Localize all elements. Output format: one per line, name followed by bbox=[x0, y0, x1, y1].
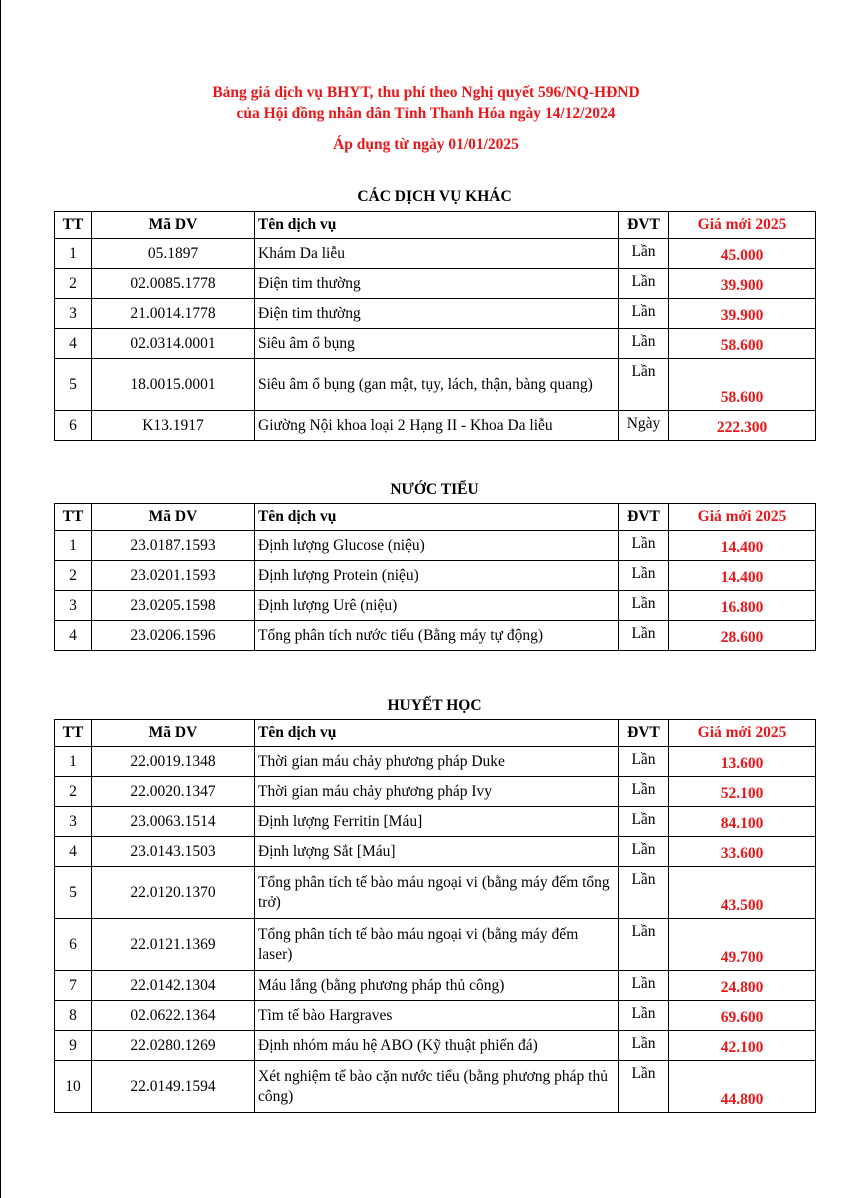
table-other-services bbox=[54, 211, 816, 441]
col-header-name: Tên dịch vụ bbox=[255, 504, 619, 531]
row-service-name: Tổng phân tích tế bào máu ngoại vi (bằng máy đếm tổng trở) bbox=[255, 867, 619, 919]
row-price: 13.600 bbox=[669, 747, 816, 777]
table-hematology bbox=[54, 719, 816, 1113]
row-unit: Lần bbox=[619, 1001, 669, 1031]
row-unit: Lần bbox=[619, 747, 669, 777]
table-row bbox=[55, 561, 816, 591]
col-header-name: Tên dịch vụ bbox=[255, 720, 619, 747]
row-tt: 8 bbox=[55, 1001, 92, 1031]
row-tt: 9 bbox=[55, 1031, 92, 1061]
row-price: 69.600 bbox=[669, 1001, 816, 1031]
table-urine bbox=[54, 503, 816, 651]
table-row bbox=[55, 1031, 816, 1061]
row-unit: Lần bbox=[619, 269, 669, 299]
row-price: 84.100 bbox=[669, 807, 816, 837]
row-service-name: Siêu âm ổ bụng bbox=[255, 329, 619, 359]
row-unit: Lần bbox=[619, 531, 669, 561]
row-price: 52.100 bbox=[669, 777, 816, 807]
row-tt: 6 bbox=[55, 411, 92, 441]
row-unit: Lần bbox=[619, 299, 669, 329]
row-code: 22.0020.1347 bbox=[92, 777, 255, 807]
row-service-name: Định lượng Glucose (niệu) bbox=[255, 531, 619, 561]
row-unit: Lần bbox=[619, 591, 669, 621]
col-header-tt: TT bbox=[55, 212, 92, 239]
table-row bbox=[55, 591, 816, 621]
table-row bbox=[55, 269, 816, 299]
row-price: 58.600 bbox=[669, 329, 816, 359]
row-code: 21.0014.1778 bbox=[92, 299, 255, 329]
row-service-name: Xét nghiệm tế bào cặn nước tiểu (bằng phương pháp thủ công) bbox=[255, 1061, 619, 1113]
row-unit: Lần bbox=[619, 329, 669, 359]
row-service-name: Khám Da liễu bbox=[255, 239, 619, 269]
row-service-name: Tìm tế bào Hargraves bbox=[255, 1001, 619, 1031]
col-header-unit: ĐVT bbox=[619, 504, 669, 531]
col-header-code: Mã DV bbox=[92, 504, 255, 531]
col-header-unit: ĐVT bbox=[619, 212, 669, 239]
row-price: 39.900 bbox=[669, 299, 816, 329]
row-code: 02.0622.1364 bbox=[92, 1001, 255, 1031]
row-price: 43.500 bbox=[669, 867, 816, 919]
table-row bbox=[55, 531, 816, 561]
row-unit: Lần bbox=[619, 837, 669, 867]
table-row bbox=[55, 1061, 816, 1113]
table-row bbox=[55, 239, 816, 269]
row-price: 58.600 bbox=[669, 359, 816, 411]
row-code: 23.0187.1593 bbox=[92, 531, 255, 561]
row-unit: Lần bbox=[619, 561, 669, 591]
row-price: 14.400 bbox=[669, 561, 816, 591]
table-header-row bbox=[55, 720, 816, 747]
row-service-name: Siêu âm ổ bụng (gan mật, tụy, lách, thận, bàng quang) bbox=[255, 359, 619, 411]
table-row bbox=[55, 329, 816, 359]
col-header-code: Mã DV bbox=[92, 212, 255, 239]
row-service-name: Định nhóm máu hệ ABO (Kỹ thuật phiến đá) bbox=[255, 1031, 619, 1061]
col-header-price: Giá mới 2025 bbox=[669, 720, 816, 747]
col-header-price: Giá mới 2025 bbox=[669, 504, 816, 531]
row-unit: Lần bbox=[619, 807, 669, 837]
row-service-name: Thời gian máu chảy phương pháp Duke bbox=[255, 747, 619, 777]
row-code: 05.1897 bbox=[92, 239, 255, 269]
row-tt: 5 bbox=[55, 359, 92, 411]
section-title-other-services: CÁC DỊCH VỤ KHÁC bbox=[357, 188, 512, 205]
col-header-name: Tên dịch vụ bbox=[255, 212, 619, 239]
header-line-2: của Hội đồng nhân dân Tỉnh Thanh Hóa ngày 14/12/2024 bbox=[236, 105, 616, 122]
table-row bbox=[55, 621, 816, 651]
row-tt: 1 bbox=[55, 747, 92, 777]
row-code: 23.0143.1503 bbox=[92, 837, 255, 867]
row-unit: Lần bbox=[619, 359, 669, 411]
row-code: 23.0063.1514 bbox=[92, 807, 255, 837]
row-tt: 4 bbox=[55, 621, 92, 651]
row-code: 22.0019.1348 bbox=[92, 747, 255, 777]
table-row bbox=[55, 777, 816, 807]
row-tt: 3 bbox=[55, 299, 92, 329]
row-code: 23.0205.1598 bbox=[92, 591, 255, 621]
table-row bbox=[55, 359, 816, 411]
row-code: 02.0314.0001 bbox=[92, 329, 255, 359]
row-code: 23.0206.1596 bbox=[92, 621, 255, 651]
row-tt: 2 bbox=[55, 777, 92, 807]
table-header-row bbox=[55, 212, 816, 239]
row-service-name: Định lượng Ferritin [Máu] bbox=[255, 807, 619, 837]
row-code: 22.0280.1269 bbox=[92, 1031, 255, 1061]
row-tt: 3 bbox=[55, 591, 92, 621]
row-service-name: Định lượng Protein (niệu) bbox=[255, 561, 619, 591]
header-line-1: Bảng giá dịch vụ BHYT, thu phí theo Nghị quyết 596/NQ-HĐND bbox=[212, 84, 640, 101]
row-price: 14.400 bbox=[669, 531, 816, 561]
row-service-name: Máu lắng (bằng phương pháp thủ công) bbox=[255, 971, 619, 1001]
row-tt: 5 bbox=[55, 867, 92, 919]
row-service-name: Định lượng Sắt [Máu] bbox=[255, 837, 619, 867]
table-row bbox=[55, 299, 816, 329]
row-code: 22.0121.1369 bbox=[92, 919, 255, 971]
row-code: 22.0149.1594 bbox=[92, 1061, 255, 1113]
row-service-name: Tổng phân tích tế bào máu ngoại vi (bằng máy đếm laser) bbox=[255, 919, 619, 971]
row-price: 49.700 bbox=[669, 919, 816, 971]
col-header-unit: ĐVT bbox=[619, 720, 669, 747]
row-unit: Ngày bbox=[619, 411, 669, 441]
row-service-name: Tổng phân tích nước tiểu (Bằng máy tự động) bbox=[255, 621, 619, 651]
row-tt: 1 bbox=[55, 531, 92, 561]
table-row bbox=[55, 867, 816, 919]
row-tt: 4 bbox=[55, 837, 92, 867]
table-row bbox=[55, 971, 816, 1001]
row-service-name: Định lượng Urê (niệu) bbox=[255, 591, 619, 621]
col-header-code: Mã DV bbox=[92, 720, 255, 747]
row-code: K13.1917 bbox=[92, 411, 255, 441]
row-service-name: Thời gian máu chảy phương pháp Ivy bbox=[255, 777, 619, 807]
section-title-hematology: HUYẾT HỌC bbox=[387, 697, 482, 714]
table-row bbox=[55, 807, 816, 837]
row-unit: Lần bbox=[619, 239, 669, 269]
row-unit: Lần bbox=[619, 867, 669, 919]
row-unit: Lần bbox=[619, 621, 669, 651]
table-header-row bbox=[55, 504, 816, 531]
row-price: 39.900 bbox=[669, 269, 816, 299]
row-code: 22.0120.1370 bbox=[92, 867, 255, 919]
row-price: 44.800 bbox=[669, 1061, 816, 1113]
header-applied-date: Áp dụng từ ngày 01/01/2025 bbox=[333, 136, 519, 153]
row-code: 23.0201.1593 bbox=[92, 561, 255, 591]
row-unit: Lần bbox=[619, 777, 669, 807]
row-price: 33.600 bbox=[669, 837, 816, 867]
table-row bbox=[55, 747, 816, 777]
row-service-name: Điện tim thường bbox=[255, 269, 619, 299]
row-price: 42.100 bbox=[669, 1031, 816, 1061]
row-unit: Lần bbox=[619, 971, 669, 1001]
row-tt: 6 bbox=[55, 919, 92, 971]
row-tt: 2 bbox=[55, 561, 92, 591]
row-unit: Lần bbox=[619, 1031, 669, 1061]
row-service-name: Giường Nội khoa loại 2 Hạng II - Khoa Da liễu bbox=[255, 411, 619, 441]
row-tt: 3 bbox=[55, 807, 92, 837]
row-price: 28.600 bbox=[669, 621, 816, 651]
table-row bbox=[55, 411, 816, 441]
page-left-border bbox=[0, 0, 1, 1198]
row-price: 222.300 bbox=[669, 411, 816, 441]
row-code: 02.0085.1778 bbox=[92, 269, 255, 299]
col-header-tt: TT bbox=[55, 720, 92, 747]
row-tt: 1 bbox=[55, 239, 92, 269]
row-unit: Lần bbox=[619, 919, 669, 971]
row-tt: 2 bbox=[55, 269, 92, 299]
row-tt: 4 bbox=[55, 329, 92, 359]
row-unit: Lần bbox=[619, 1061, 669, 1113]
row-code: 18.0015.0001 bbox=[92, 359, 255, 411]
table-row bbox=[55, 1001, 816, 1031]
row-price: 45.000 bbox=[669, 239, 816, 269]
table-row bbox=[55, 919, 816, 971]
row-price: 16.800 bbox=[669, 591, 816, 621]
row-tt: 10 bbox=[55, 1061, 92, 1113]
col-header-tt: TT bbox=[55, 504, 92, 531]
section-title-urine: NƯỚC TIỂU bbox=[390, 481, 479, 498]
document-header bbox=[0, 82, 852, 155]
row-price: 24.800 bbox=[669, 971, 816, 1001]
row-tt: 7 bbox=[55, 971, 92, 1001]
col-header-price: Giá mới 2025 bbox=[669, 212, 816, 239]
row-service-name: Điện tim thường bbox=[255, 299, 619, 329]
row-code: 22.0142.1304 bbox=[92, 971, 255, 1001]
table-row bbox=[55, 837, 816, 867]
